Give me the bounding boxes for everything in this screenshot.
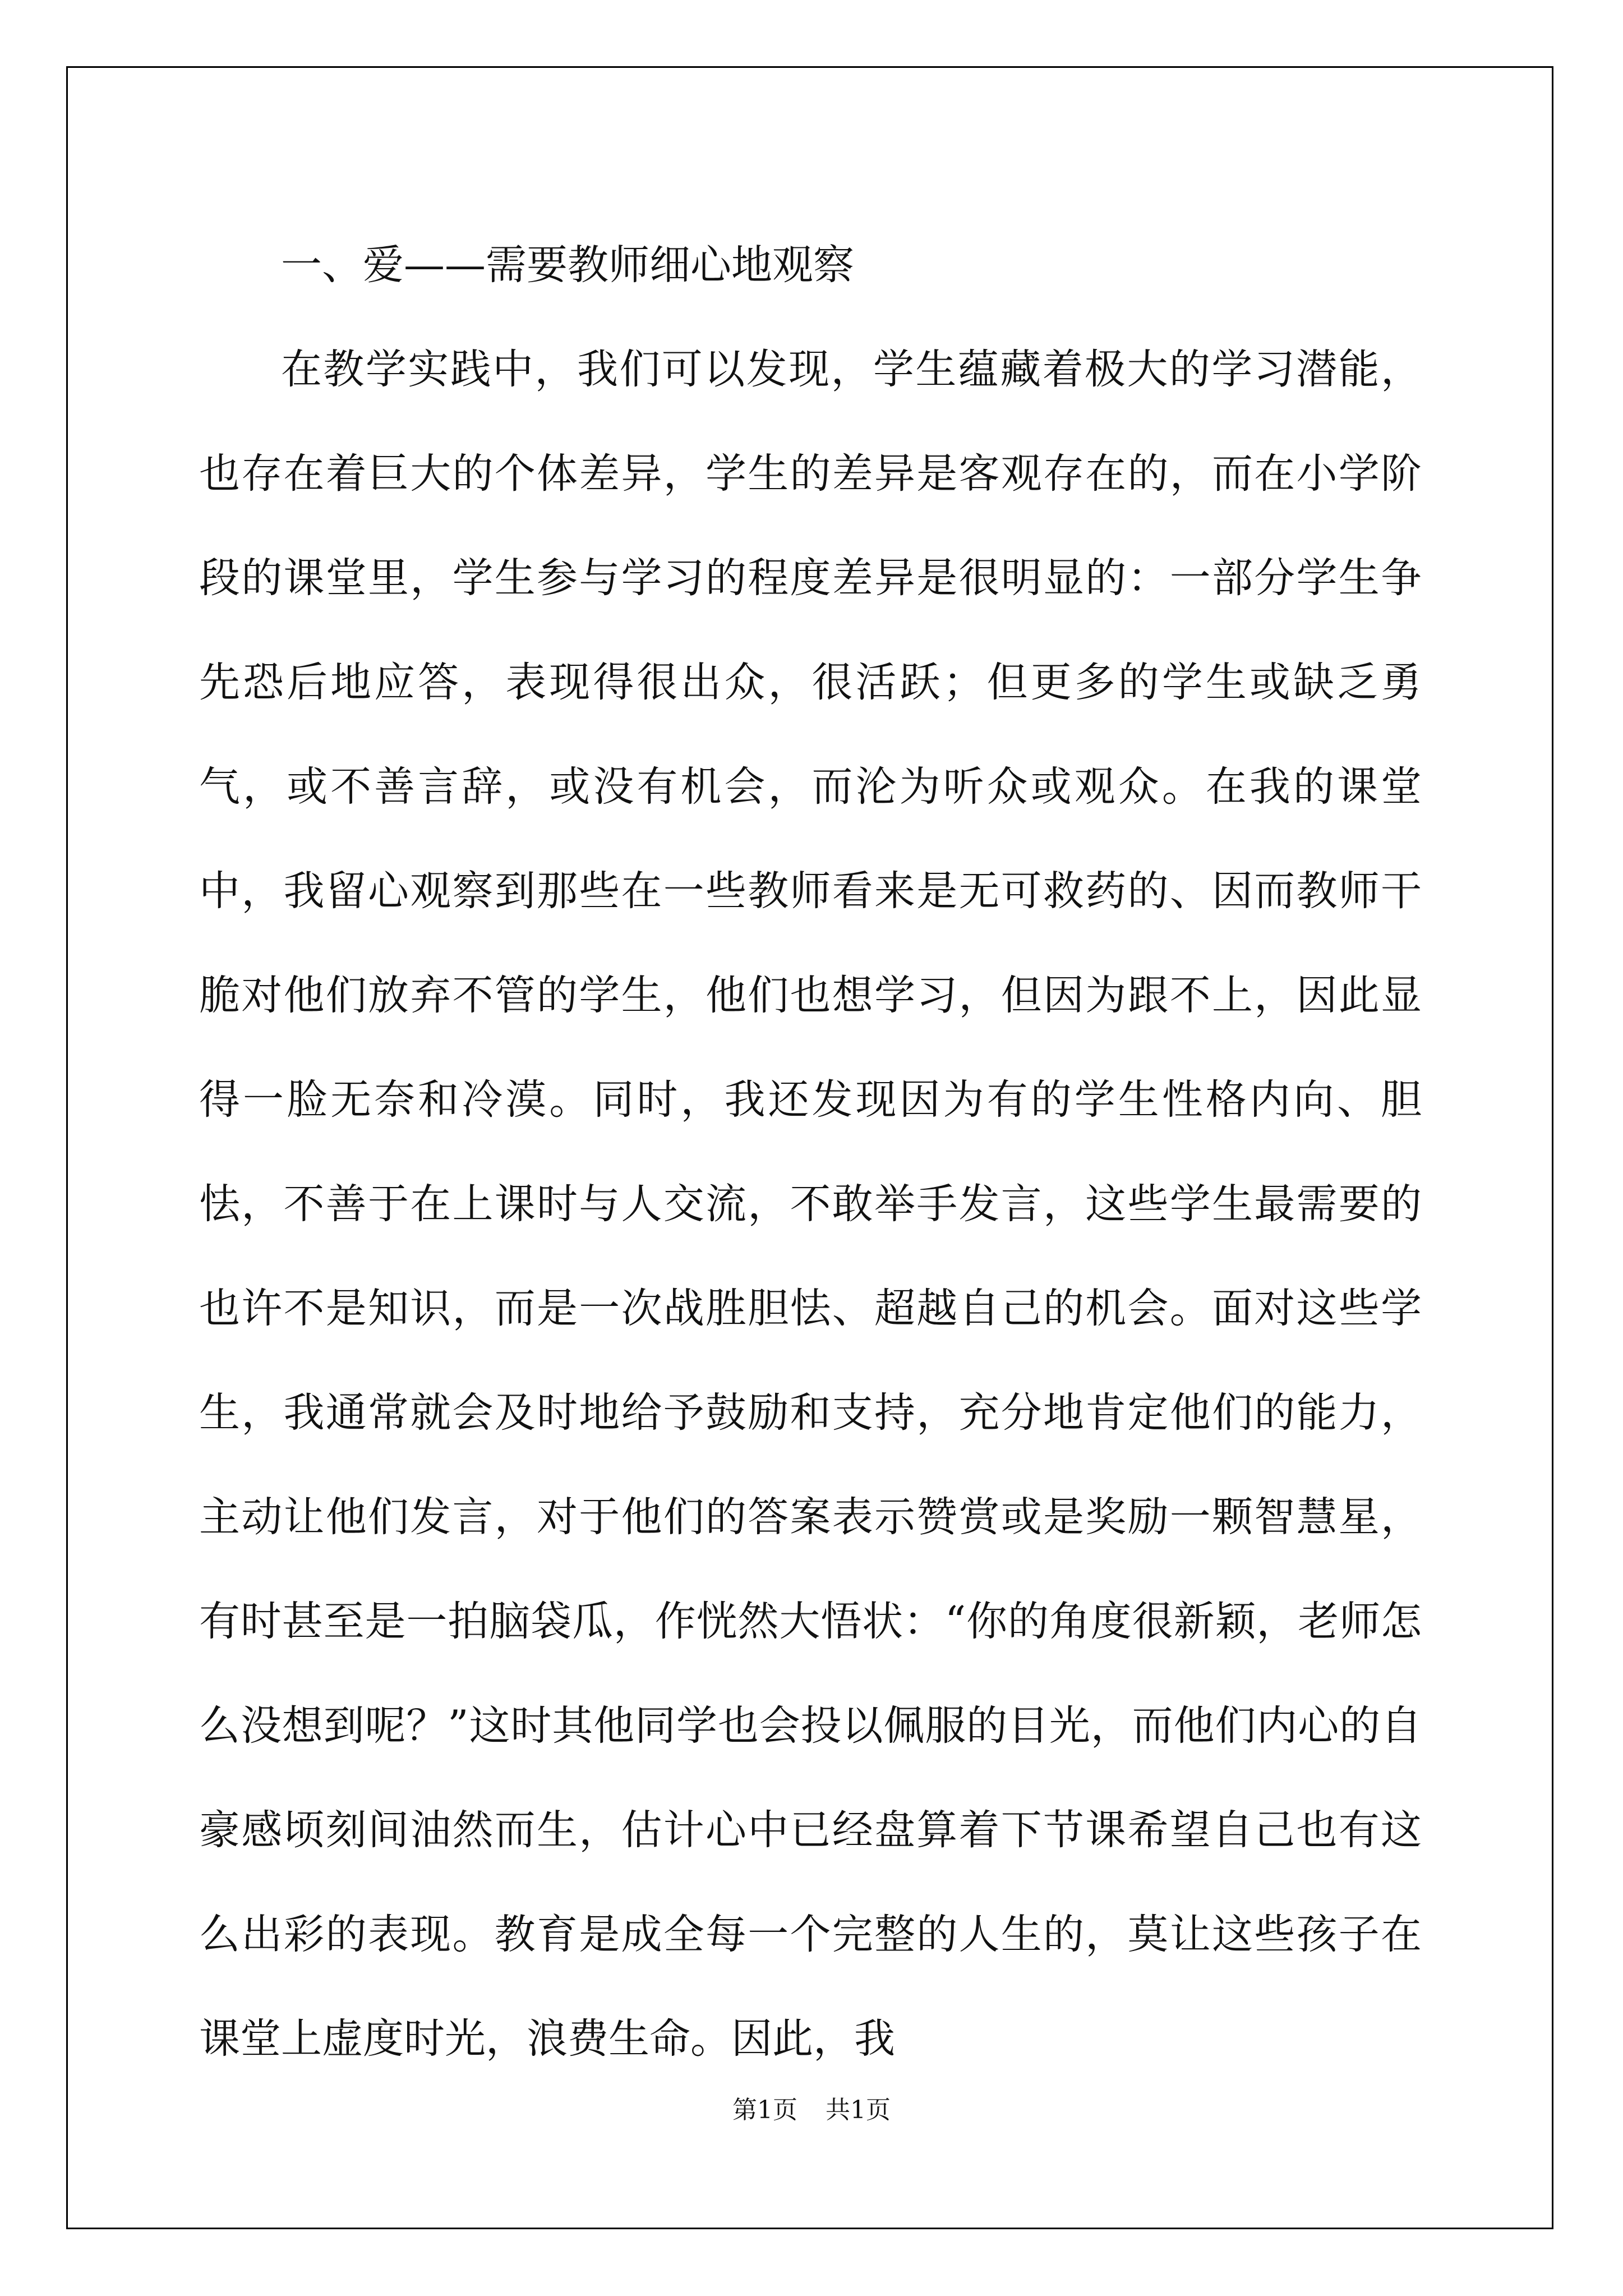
document-body xyxy=(199,213,1422,2091)
page-total: 共1页 xyxy=(826,2096,891,2124)
page-number: 第1页 xyxy=(732,2096,797,2124)
body-paragraph: 在教学实践中，我们可以发现，学生蕴藏着极大的学习潜能，也存在着巨大的个体差异，学生的差异是客观存在的，而在小学阶段的课堂里，学生参与学习的程度差异是很明显的：一部分学生争先恐后地应答，表现得很出众，很活跃；但更多的学生或缺乏勇气，或不善言辞，或没有机会，而沦为听众或观众。在我的课堂中，我留心观察到那些在一些教师看来是无可救药的、因而教师干脆对他们放弃不管的学生，他们也想学习，但因为跟不上，因此显得一脸无奈和冷漠。同时，我还发现因为有的学生性格内向、胆怯，不善于在上课时与人交流，不敢举手发言，这些学生最需要的也许不是知识，而是一次战胜胆怯、超越自己的机会。面对这些学生，我通常就会及时地给予鼓励和支持，充分地肯定他们的能力，主动让他们发言，对于他们的答案表示赞赏或是奖励一颗智慧星，有时甚至是一拍脑袋瓜，作恍然大悟状：“你的角度很新颖，老师怎么没想到呢？”这时其他同学也会投以佩服的目光，而他们内心的自豪感顷刻间油然而生，估计心中已经盘算着下节课希望自己也有这么出彩的表现。教育是成全每一个完整的人生的，莫让这些孩子在课堂上虚度时光，浪费生命。因此，我 xyxy=(199,346,1422,2063)
page-footer xyxy=(0,2090,1623,2125)
section-heading: 一、爱——需要教师细心地观察 xyxy=(281,241,854,289)
